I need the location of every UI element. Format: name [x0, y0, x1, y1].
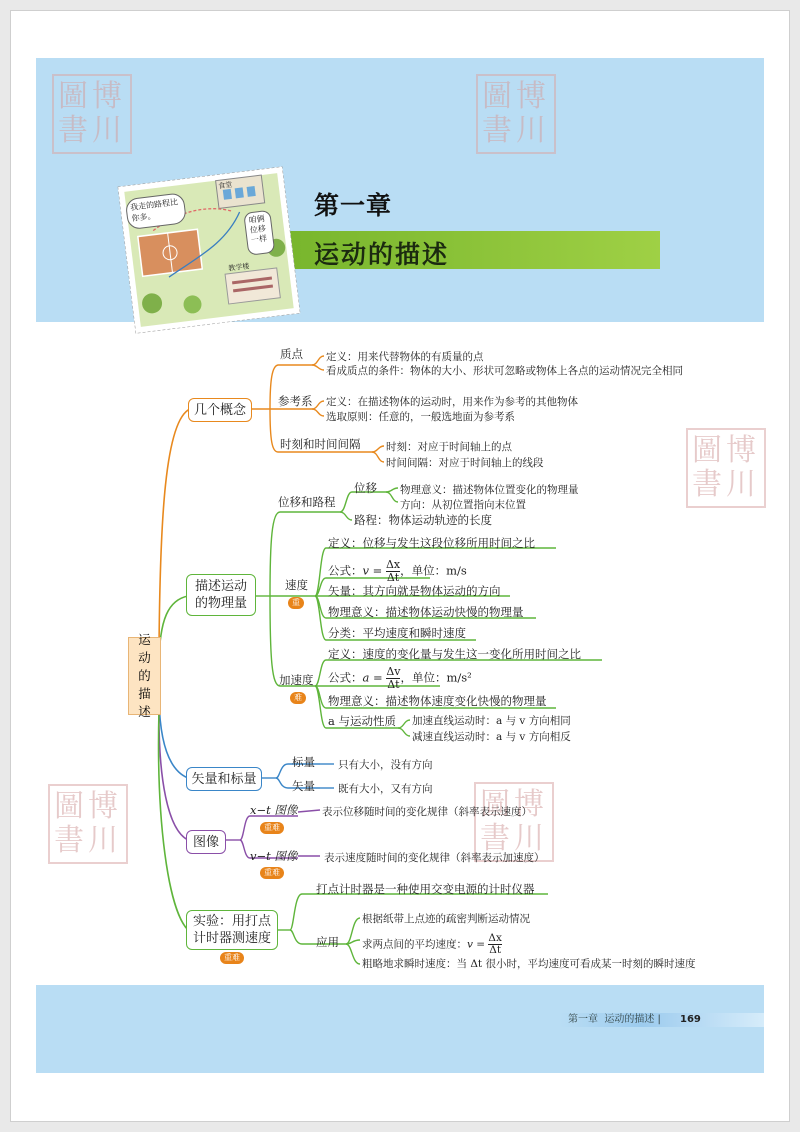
chapter-title: 运动的描述 [314, 240, 450, 269]
node-weiyi: 位移 [354, 481, 377, 495]
node-vt-graph: v−t 图像 [250, 849, 298, 863]
leaf-decel-opposite: 减速直线运动时：a 与 v 方向相反 [412, 731, 571, 743]
node-application: 应用 [316, 935, 339, 949]
leaf-sudu-formula: 公式：v = $\frac{\Delta x}{\Delta t}$ ，单位：m/s [328, 558, 467, 584]
leaf-lucheng: 路程：物体运动轨迹的长度 [354, 513, 492, 527]
branch-experiment: 实验：用打点 计时器测速度 [186, 910, 278, 950]
watermark-seal: 圖博 書川 [52, 74, 132, 154]
branch-vector-scalar: 矢量和标量 [186, 767, 262, 791]
node-xt-graph: x−t 图像 [250, 803, 298, 817]
leaf-xt-desc: 表示位移随时间的变化规律（斜率表示速度） [322, 806, 532, 818]
leaf-scalar-desc: 只有大小，没有方向 [338, 759, 433, 771]
leaf-vt-desc: 表示速度随时间的变化规律（斜率表示加速度） [324, 852, 545, 864]
leaf-sudu-meaning: 物理意义：描述物体运动快慢的物理量 [328, 605, 524, 619]
watermark-seal: 圖博 書川 [476, 74, 556, 154]
page-number: 169 [680, 1014, 701, 1025]
leaf-judge-motion: 根据纸带上点迹的疏密判断运动情况 [362, 913, 530, 925]
canteen-sign: 食堂 [217, 180, 233, 191]
speech-bubble-left: 我走的路程比你多。 [129, 197, 179, 224]
node-zhidian: 质点 [280, 347, 303, 361]
node-weiyi-lucheng: 位移和路程 [278, 495, 336, 509]
watermark-seal: 圖博 書川 [686, 428, 766, 508]
node-vector: 矢量 [292, 779, 315, 793]
leaf-shijian: 时间间隔：对应于时间轴上的线段 [386, 457, 544, 469]
chapter-number: 第一章 [314, 191, 393, 220]
badge-key: 重 [288, 597, 304, 609]
speech-bubble-right: 咱俩位移一样 [248, 214, 268, 245]
leaf-weiyi-direction: 方向：从初位置指向末位置 [400, 499, 526, 511]
leaf-sudu-classify: 分类：平均速度和瞬时速度 [328, 626, 466, 640]
node-jiasudu: 加速度 [279, 673, 314, 687]
leaf-timer: 打点计时器是一种使用交变电源的计时仪器 [316, 882, 535, 896]
leaf-zhidian-def: 定义：用来代替物体的有质量的点 [326, 351, 484, 363]
branch-concepts: 几个概念 [188, 398, 252, 422]
badge-key-hard: 重难 [220, 952, 244, 964]
leaf-shike: 时刻：对应于时间轴上的点 [386, 441, 512, 453]
leaf-jiasudu-meaning: 物理意义：描述物体速度变化快慢的物理量 [328, 694, 547, 708]
leaf-vector-desc: 既有大小，又有方向 [338, 783, 433, 795]
watermark-seal: 圖博 書川 [474, 782, 554, 862]
leaf-average-velocity: 求两点间的平均速度：v = $\frac{\Delta x}{\Delta t}$ [362, 932, 502, 956]
badge-key-hard: 重难 [260, 822, 284, 834]
node-cankaoxi: 参考系 [278, 394, 313, 408]
leaf-sudu-vector: 矢量：其方向就是物体运动的方向 [328, 584, 501, 598]
leaf-jiasudu-formula: 公式：a = $\frac{\Delta v}{\Delta t}$ ，单位：m/s² [328, 665, 472, 691]
footer-chapter: 第一章 运动的描述 | [568, 1014, 661, 1025]
badge-hard: 难 [290, 692, 306, 704]
branch-graphs: 图像 [186, 830, 226, 854]
node-sudu: 速度 [285, 578, 308, 592]
leaf-zhidian-cond: 看成质点的条件：物体的大小、形状可忽略或物体上各点的运动情况完全相同 [326, 365, 683, 377]
node-scalar: 标量 [292, 755, 315, 769]
leaf-instant-velocity: 粗略地求瞬时速度：当 Δt 很小时，平均速度可看成某一时刻的瞬时速度 [362, 958, 696, 970]
node-shike: 时刻和时间间隔 [280, 437, 361, 451]
leaf-weiyi-meaning: 物理意义：描述物体位置变化的物理量 [400, 484, 579, 496]
leaf-cankaoxi-rule: 选取原则：任意的，一般选地面为参考系 [326, 411, 515, 423]
mindmap-root: 运 动 的 描 述 [128, 637, 161, 715]
node-a-nature: a 与运动性质 [328, 714, 397, 728]
leaf-cankaoxi-def: 定义：在描述物体的运动时，用来作为参考的其他物体 [326, 396, 578, 408]
leaf-accel-same: 加速直线运动时：a 与 v 方向相同 [412, 715, 571, 727]
leaf-jiasudu-def: 定义：速度的变化量与发生这一变化所用时间之比 [328, 647, 581, 661]
watermark-seal: 圖博 書川 [48, 784, 128, 864]
leaf-sudu-def: 定义：位移与发生这段位移所用时间之比 [328, 536, 535, 550]
branch-quantities: 描述运动 的物理量 [186, 574, 256, 616]
building-label: 教学楼 [227, 262, 250, 273]
badge-key-hard: 重难 [260, 867, 284, 879]
